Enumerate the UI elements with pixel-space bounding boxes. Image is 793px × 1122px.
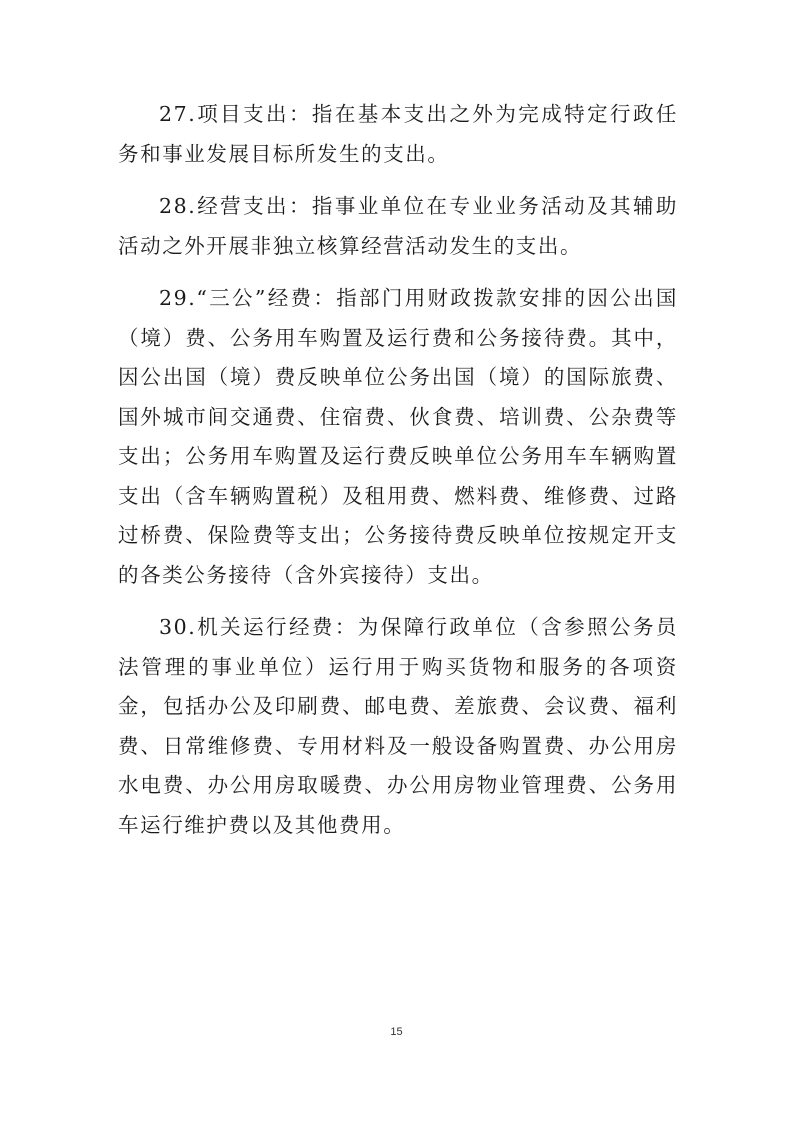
paragraph-three-public-expenses: 29.“三公”经费：指部门用财政拨款安排的因公出国（境）费、公务用车购置及运行费和公务接待费。其中，因公出国（境）费反映单位公务出国（境）的国际旅费、国外城市间交通费、住宿费、伙食费、培训费、公杂费等支出；公务用车购置及运行费反映单位公务用车车辆购置支出（含车辆购置税）及租用费、燃料费、维修费、过路过桥费、保险费等支出；公务接待费反映单位按规定开支的各类公务接待（含外宾接待）支出。 <box>118 286 678 587</box>
paragraph-operating-expenditure: 28.经营支出：指事业单位在专业业务活动及其辅助活动之外开展非独立核算经营活动发生的支出。 <box>118 194 678 258</box>
document-body <box>118 95 678 858</box>
paragraph-agency-operating-expenses: 30.机关运行经费：为保障行政单位（含参照公务员法管理的事业单位）运行用于购买货物和服务的各项资金，包括办公及印刷费、邮电费、差旅费、会议费、福利费、日常维修费、专用材料及一般设备购置费、办公用房水电费、办公用房取暖费、办公用房物业管理费、公务用车运行维护费以及其他费用。 <box>118 615 678 837</box>
paragraph-project-expenditure: 27.项目支出：指在基本支出之外为完成特定行政任务和事业发展目标所发生的支出。 <box>118 102 678 166</box>
page-number: 15 <box>390 1026 403 1038</box>
